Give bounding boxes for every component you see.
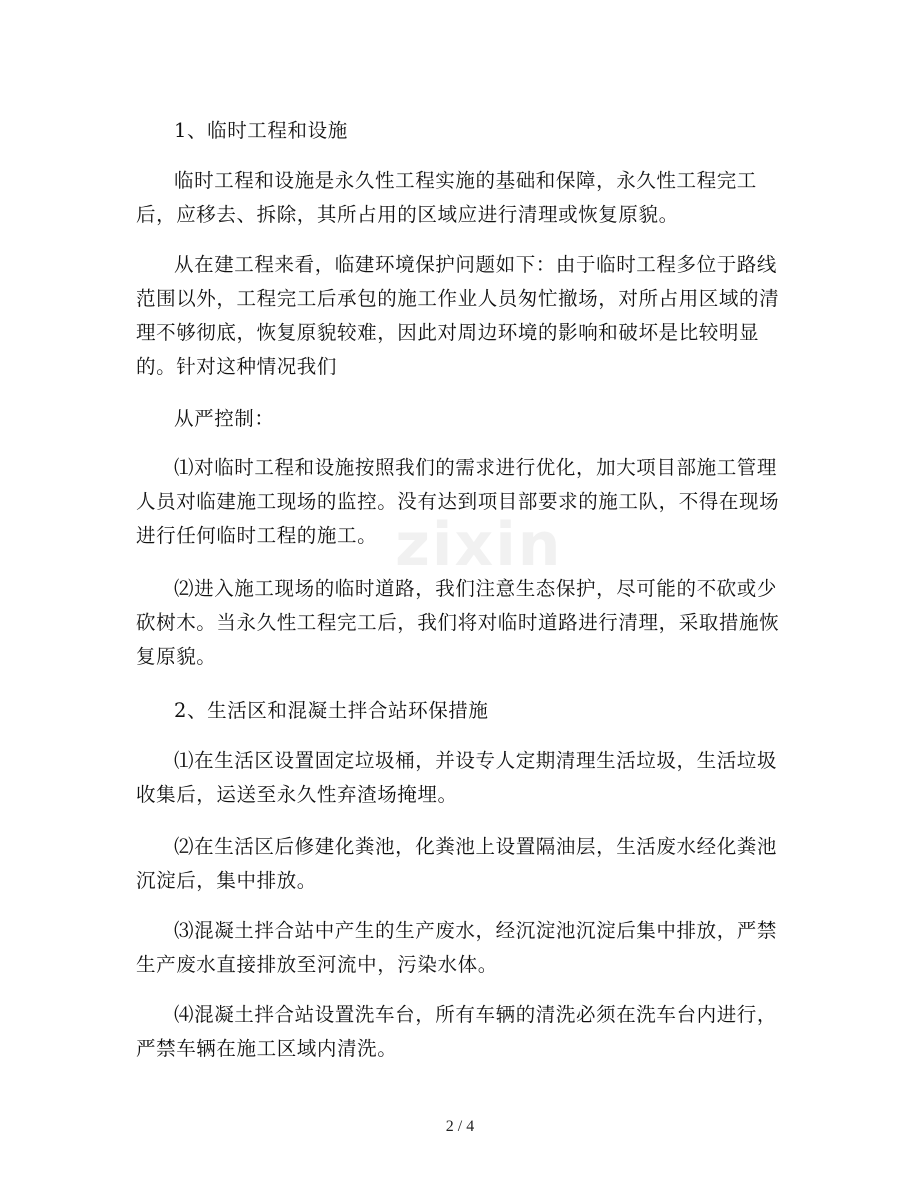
list-item-1-optimize: ⑴对临时工程和设施按照我们的需求进行优化，加大项目部施工管理人员对临建施工现场的监控。没有达到项目部要求的施工队，不得在现场进行任何临时工程的施工。	[136, 456, 780, 547]
list-item-2-temporary-roads: ⑵进入施工现场的临时道路，我们注意生态保护，尽可能的不砍或少砍树木。当永久性工程完工后，我们将对临时道路进行清理，采取措施恢复原貌。	[136, 577, 780, 668]
paragraph-existing-problems: 从在建工程来看，临建环境保护问题如下：由于临时工程多位于路线范围以外，工程完工后承包的施工作业人员匆忙撤场，对所占用区域的清理不够彻底，恢复原貌较难，因此对周边环境的影响和破坏是比较明显的。针对这种情况我们	[136, 253, 780, 378]
list-item-2-septic-tank: ⑵在生活区后修建化粪池，化粪池上设置隔油层，生活废水经化粪池沉淀后，集中排放。	[136, 835, 778, 892]
watermark: zixin	[395, 510, 563, 580]
list-item-4-wash-station: ⑷混凝土拌合站设置洗车台，所有车辆的清洗必须在洗车台内进行，严禁车辆在施工区域内清洗。	[136, 1003, 778, 1060]
section-heading-temporary-works: 1、临时工程和设施	[174, 119, 348, 142]
list-item-1-garbage-bins: ⑴在生活区设置固定垃圾桶，并设专人定期清理生活垃圾，生活垃圾收集后，运送至永久性弃渣场掩埋。	[136, 749, 778, 806]
list-item-3-wastewater: ⑶混凝土拌合站中产生的生产废水，经沉淀池沉淀后集中排放，严禁生产废水直接排放至河流中，污染水体。	[136, 919, 778, 976]
page-number: 2 / 4	[445, 1118, 475, 1135]
section-heading-living-area: 2、生活区和混凝土拌合站环保措施	[174, 699, 489, 722]
paragraph-strict-control: 从严控制：	[174, 407, 275, 430]
paragraph-temporary-works-intro: 临时工程和设施是永久性工程实施的基础和保障，永久性工程完工后，应移去、拆除，其所占用的区域应进行清理或恢复原貌。	[136, 169, 757, 226]
